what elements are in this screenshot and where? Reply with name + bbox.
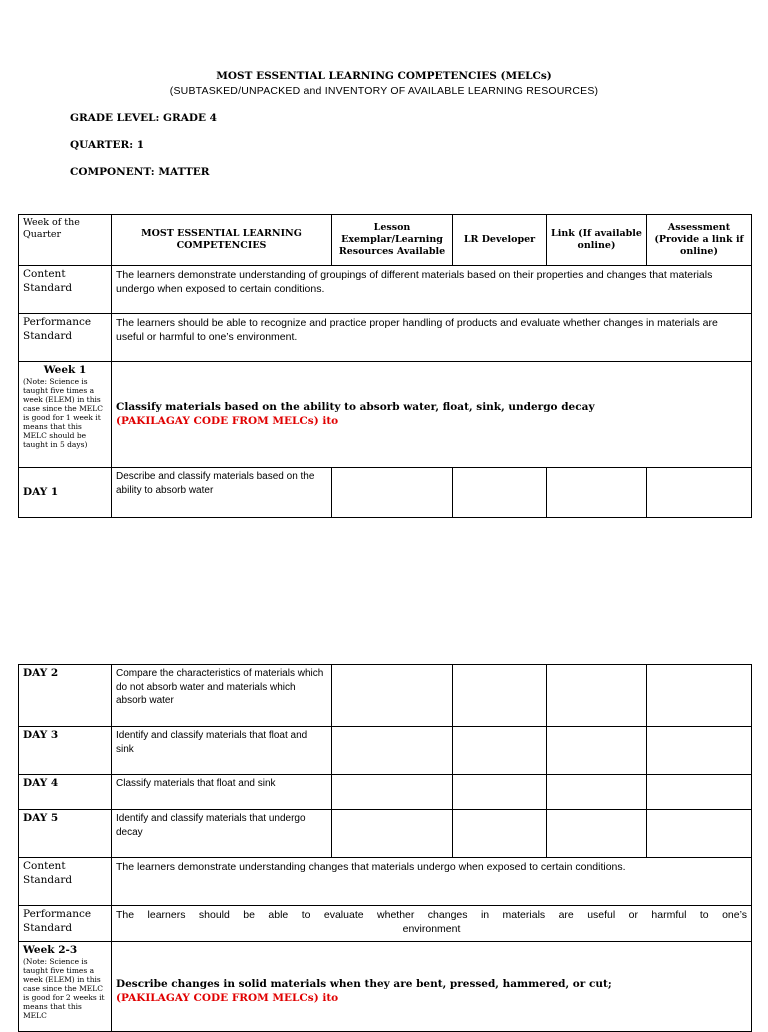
link-cell [547,727,647,775]
performance-standard-label: Performance Standard [19,906,112,942]
assessment-cell [647,665,752,727]
melc-table-2 [18,664,752,1032]
day-label: DAY 3 [19,727,112,775]
content-standard-label: Content Standard [19,266,112,314]
lesson-cell [332,727,453,775]
performance-text-line2: environment [402,923,461,936]
document-subtitle: (SUBTASKED/UNPACKED and INVENTORY OF AVAILABLE LEARNING RESOURCES) [169,85,599,97]
link-cell [547,775,647,810]
header-week: Week of the Quarter [19,215,112,266]
day-description: Describe and classify materials based on the ability to absorb water [112,468,332,518]
day-label: DAY 1 [19,468,112,518]
competency-text: Describe changes in solid materials when they are bent, pressed, hammered, or cut; [116,978,612,990]
header-lesson: Lesson Exemplar/Learning Resources Available [332,215,453,266]
assessment-cell [647,810,752,858]
code-note: (PAKILAGAY CODE FROM MELCs) ito [116,991,339,1004]
document-title: MOST ESSENTIAL LEARNING COMPETENCIES (MELCs) [216,70,552,82]
header-assessment: Assessment (Provide a link if online) [647,215,752,266]
content-standard-text: The learners demonstrate understanding of groupings of different materials based on their properties and changes that materials undergo when exposed to certain conditions. [112,266,752,314]
week-label: Week 2-3 [23,944,78,956]
day-description: Identify and classify materials that float and sink [112,727,332,775]
developer-cell [453,775,547,810]
link-cell [547,665,647,727]
week-cell [19,942,112,1032]
performance-standard-text: The learners should be able to recognize and practice proper handling of products and evaluate whether changes in materials are useful or harmful to one’s environment. [112,314,752,362]
quarter: QUARTER: 1 [70,139,145,151]
developer-cell [453,665,547,727]
day-description: Identify and classify materials that undergo decay [112,810,332,858]
component: COMPONENT: MATTER [70,166,210,178]
assessment-cell [647,775,752,810]
lesson-cell [332,468,453,518]
melc-table-1 [18,214,752,518]
competency-cell [112,942,752,1032]
header-link: Link (If available online) [547,215,647,266]
week-note: (Note: Science is taught five times a week (ELEM) in this case since the MELC is good for 1 week it means that this MELC should be taught in 5 days) [23,377,103,450]
developer-cell [453,468,547,518]
day-label: DAY 5 [19,810,112,858]
assessment-cell [647,468,752,518]
link-cell [547,468,647,518]
header-developer: LR Developer [453,215,547,266]
lesson-cell [332,775,453,810]
grade-level: GRADE LEVEL: GRADE 4 [70,112,217,124]
week-label: Week 1 [43,364,87,376]
lesson-cell [332,665,453,727]
developer-cell [453,810,547,858]
code-note: (PAKILAGAY CODE FROM MELCs) ito [116,414,339,427]
header-melc: MOST ESSENTIAL LEARNING COMPETENCIES [112,215,332,266]
week-cell [19,362,112,468]
day-description: Classify materials that float and sink [112,775,332,810]
performance-standard-text [112,906,752,942]
competency-cell [112,362,752,468]
day-label: DAY 4 [19,775,112,810]
content-standard-label: Content Standard [19,858,112,906]
day-description: Compare the characteristics of materials which do not absorb water and materials which absorb water [112,665,332,727]
week-note: (Note: Science is taught five times a week (ELEM) in this case since the MELC is good for 2 weeks it means that this MELC [23,957,105,1021]
assessment-cell [647,727,752,775]
competency-text: Classify materials based on the ability to absorb water, float, sink, undergo decay [116,400,595,413]
content-standard-text: The learners demonstrate understanding changes that materials undergo when exposed to certain conditions. [112,858,752,906]
developer-cell [453,727,547,775]
day-label: DAY 2 [19,665,112,727]
performance-text-line1: The learners should be able to evaluate whether changes in materials are useful or harmful to one’s [116,909,747,921]
performance-standard-label: Performance Standard [19,314,112,362]
link-cell [547,810,647,858]
lesson-cell [332,810,453,858]
